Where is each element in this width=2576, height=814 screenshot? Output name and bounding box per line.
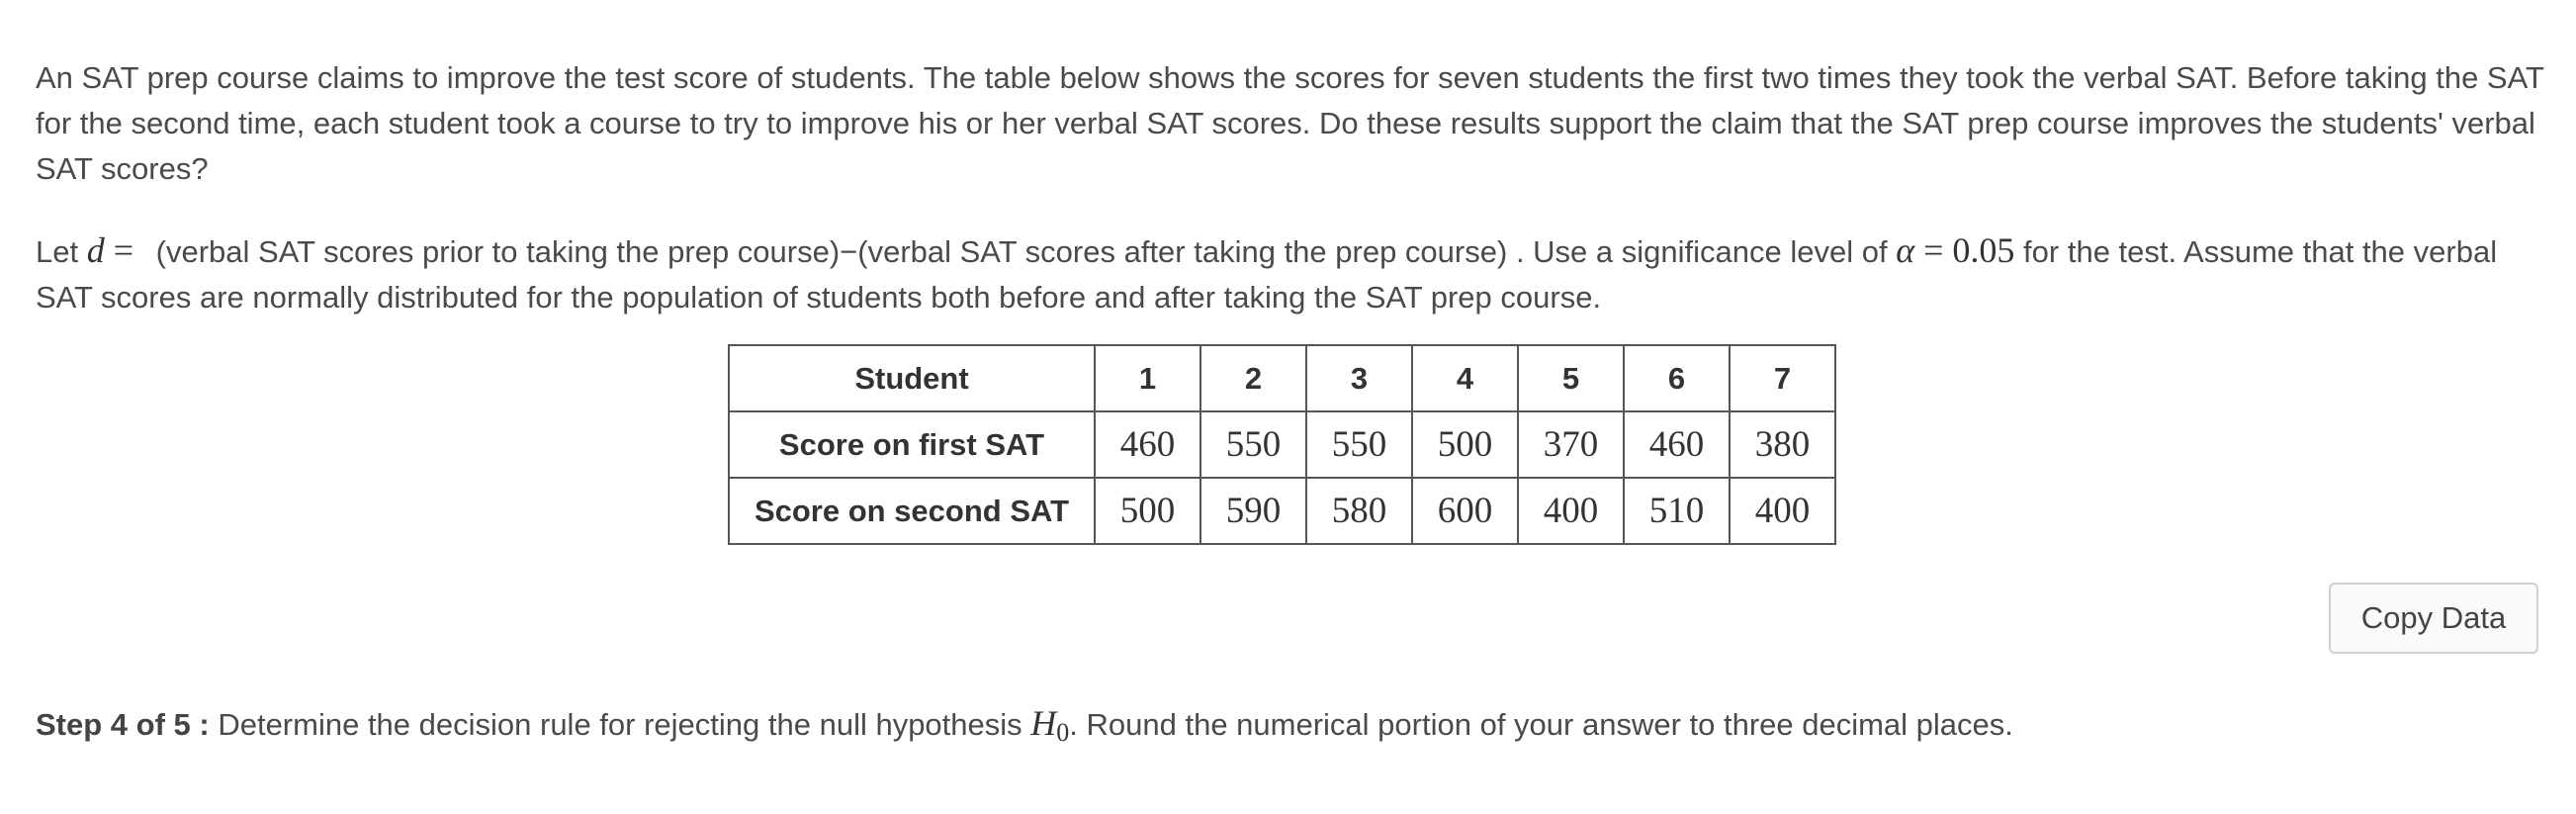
assumption-text: for the test. Assume that the verbal SAT scores are normally distributed for the population of students both before and after taking the SAT prep course. (36, 234, 2498, 315)
sat-scores-table (728, 344, 1836, 545)
first-sat-score: 550 (1200, 411, 1306, 478)
second-sat-score: 600 (1412, 478, 1518, 544)
problem-definition (36, 227, 2547, 320)
student-number: 4 (1412, 345, 1518, 411)
table-row (729, 411, 1835, 478)
step-instruction (36, 700, 2013, 756)
d-variable: d = (86, 230, 134, 270)
student-number: 7 (1730, 345, 1835, 411)
second-sat-score: 500 (1095, 478, 1200, 544)
table-row (729, 345, 1835, 411)
row-header-student: Student (729, 345, 1095, 411)
student-number: 1 (1095, 345, 1200, 411)
first-sat-score: 500 (1412, 411, 1518, 478)
second-sat-score: 510 (1624, 478, 1730, 544)
null-hypothesis-symbol: $H_0$ (1030, 703, 1070, 747)
problem-intro: An SAT prep course claims to improve the test score of students. The table below shows the scores for seven students the first two times they took the verbal SAT. Before taking the SAT for the second time, each student took a course to try to improve his or her verbal SAT scores. Do these results support the claim that the SAT prep course improves the students' verbal SAT scores? (36, 60, 2544, 186)
second-sat-score: 580 (1306, 478, 1412, 544)
student-number: 2 (1200, 345, 1306, 411)
alpha-expression: α = 0.05 (1896, 230, 2015, 270)
step-label: Step 4 of 5 : (36, 707, 210, 742)
first-sat-score: 380 (1730, 411, 1835, 478)
table-row (729, 478, 1835, 544)
step-text-after: . Round the numerical portion of your answer to three decimal places. (1069, 707, 2013, 742)
copy-data-button[interactable]: Copy Data (2329, 583, 2538, 654)
significance-text: . Use a significance level of (1515, 234, 1888, 269)
first-sat-score: 550 (1306, 411, 1412, 478)
second-sat-score: 400 (1518, 478, 1624, 544)
student-number: 5 (1518, 345, 1624, 411)
first-sat-score: 460 (1095, 411, 1200, 478)
student-number: 3 (1306, 345, 1412, 411)
first-sat-score: 460 (1624, 411, 1730, 478)
d-definition: (verbal SAT scores prior to taking the prep course)−(verbal SAT scores after taking the prep course) (155, 234, 1508, 269)
first-sat-score: 370 (1518, 411, 1624, 478)
second-sat-score: 590 (1200, 478, 1306, 544)
row-header-second-sat: Score on second SAT (729, 478, 1095, 544)
problem-statement (36, 55, 2547, 320)
row-header-first-sat: Score on first SAT (729, 411, 1095, 478)
let-prefix: Let (36, 234, 79, 269)
step-text-before: Determine the decision rule for rejecting the null hypothesis (218, 707, 1022, 742)
second-sat-score: 400 (1730, 478, 1835, 544)
student-number: 6 (1624, 345, 1730, 411)
